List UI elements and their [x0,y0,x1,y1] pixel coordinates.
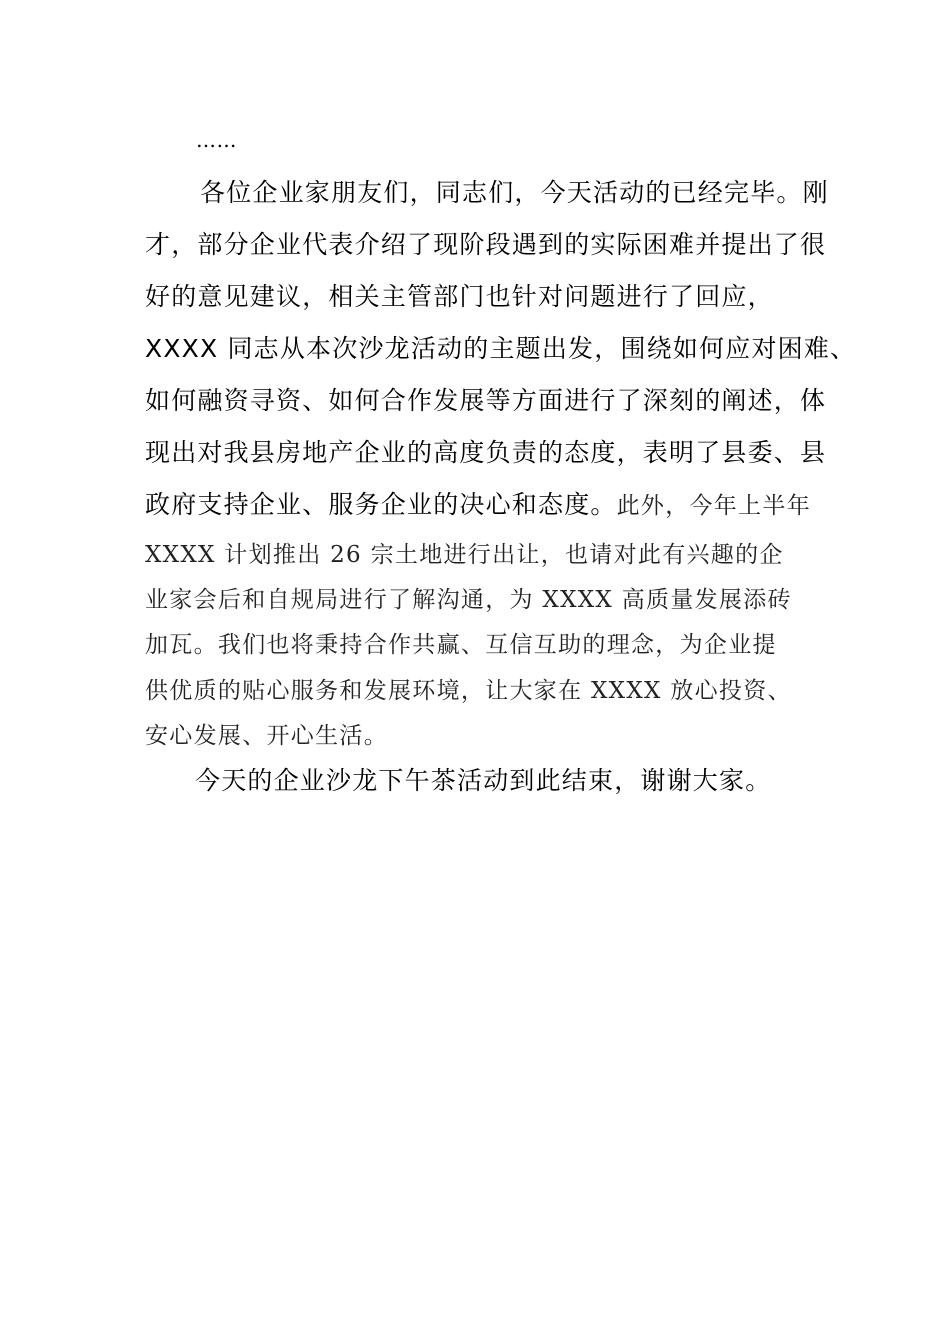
paragraph-line: 加瓦。我们也将秉持合作共赢、互信互助的理念，为企业提 [145,632,777,658]
paragraph-line: 安心发展、开心生活。 [145,723,388,749]
paragraph-line-mixed [145,490,811,521]
paragraph-line: 现出对我县房地产企业的高度负责的态度，表明了县委、县 [145,438,827,467]
paragraph-line: 业家会后和自规局进行了解沟通，为 XXXX 高质量发展添砖 [145,587,792,613]
paragraph-line: 才，部分企业代表介绍了现阶段遇到的实际困难并提出了很 [145,230,827,259]
paragraph-line: 好的意见建议，相关主管部门也针对问题进行了回应， [145,282,774,311]
final-paragraph: 今天的企业沙龙下午茶活动到此结束，谢谢大家。 [195,766,772,795]
paragraph-segment-serif: 此外，今年上半年 [616,493,812,519]
paragraph-line: 如何融资寻资、如何合作发展等方面进行了深刻的阐述，体 [145,386,827,415]
paragraph-line: 各位企业家朋友们，同志们，今天活动的已经完毕。刚 [200,178,829,207]
paragraph-line: 供优质的贴心服务和发展环境，让大家在 XXXX 放心投资、 [145,678,792,704]
paragraph-line: XXXX 同志从本次沙龙活动的主题出发，围绕如何应对困难、 [145,334,857,363]
ellipsis-text: …… [196,128,237,152]
paragraph-line: XXXX 计划推出 26 宗土地进行出让，也请对此有兴趣的企 [145,542,784,568]
paragraph-segment-sans: 政府支持企业、服务企业的决心和态度。 [145,490,617,519]
